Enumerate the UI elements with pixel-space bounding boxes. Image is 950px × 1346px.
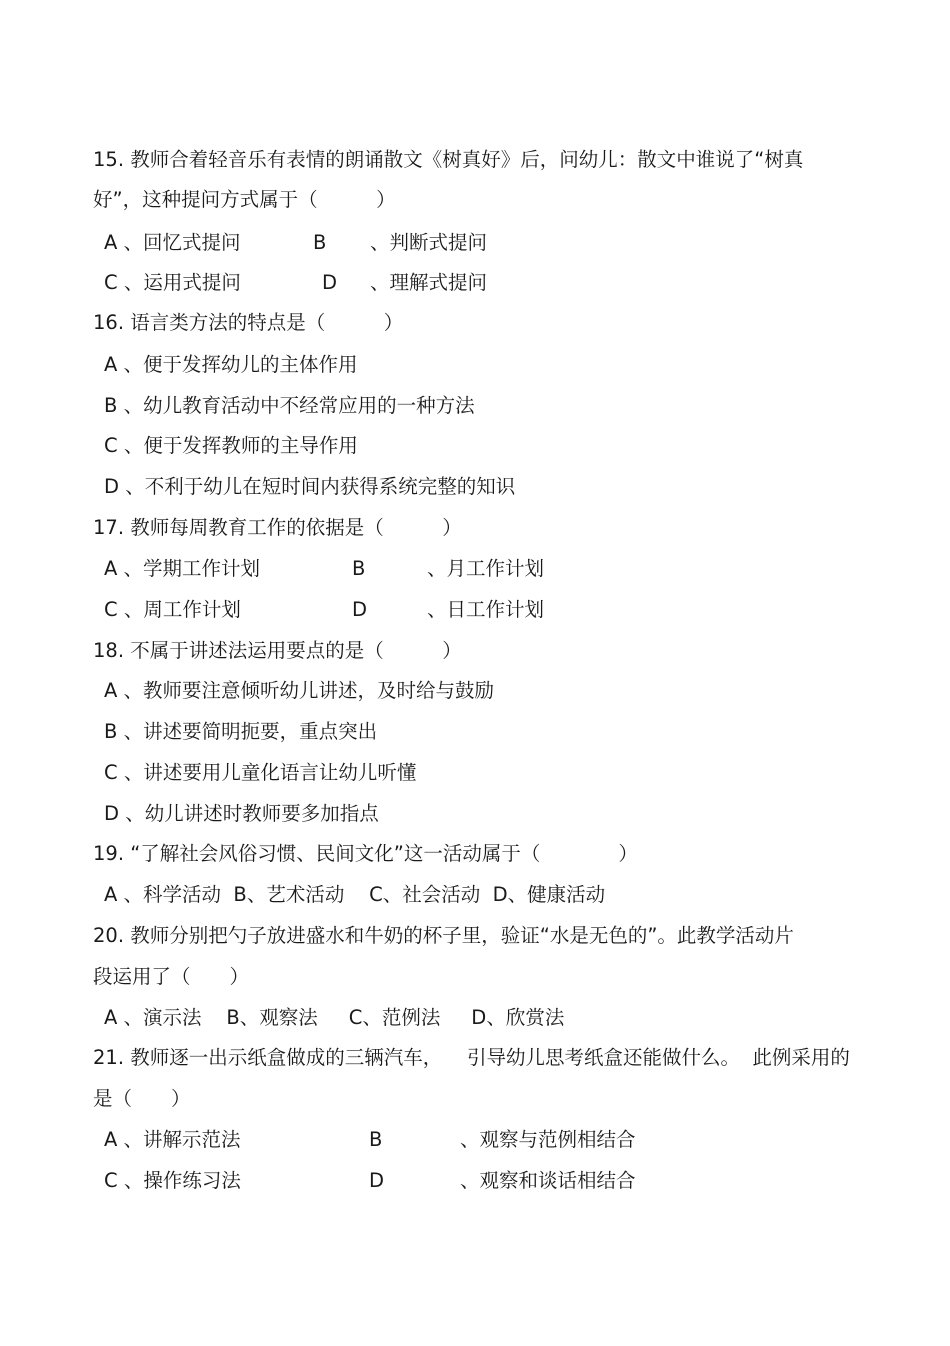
q18-option-d: D 、幼儿讲述时教师要多加指点 (104, 802, 379, 825)
q19-options: A 、科学活动 B、艺术活动 C、社会活动 D、健康活动 (104, 883, 606, 906)
q17-option-a: A 、学期工作计划 (104, 557, 261, 580)
q17-option-b-letter: B (352, 557, 366, 580)
question-17: 17. 教师每周教育工作的依据是（ ） (93, 516, 462, 539)
q17-option-d-text: 、日工作计划 (427, 598, 545, 621)
q20-options: A 、演示法 B、观察法 C、范例法 D、欣赏法 (104, 1006, 565, 1029)
q15-option-b-text: 、判断式提问 (370, 231, 488, 254)
question-19: 19. “了解社会风俗习惯、民间文化”这一活动属于（ ） (93, 842, 638, 865)
question-20-line-1: 20. 教师分别把勺子放进盛水和牛奶的杯子里，验证“水是无色的”。此教学活动片 (93, 924, 794, 947)
q21-option-d-letter: D (369, 1169, 385, 1192)
q16-option-b: B 、幼儿教育活动中不经常应用的一种方法 (104, 394, 475, 417)
question-15-line-1: 15. 教师合着轻音乐有表情的朗诵散文《树真好》后，问幼儿：散文中谁说了“树真 (93, 148, 804, 171)
q21-option-c: C 、操作练习法 (104, 1169, 241, 1192)
q15-option-c: C 、运用式提问 (104, 271, 241, 294)
question-16: 16. 语言类方法的特点是（ ） (93, 311, 404, 334)
q21-option-a: A 、讲解示范法 (104, 1128, 241, 1151)
q21-option-b-letter: B (369, 1128, 383, 1151)
q18-option-b: B 、讲述要简明扼要，重点突出 (104, 720, 378, 743)
q15-option-a: A 、回忆式提问 (104, 231, 241, 254)
question-15-line-2: 好”，这种提问方式属于（ ） (93, 188, 396, 211)
q16-option-a: A 、便于发挥幼儿的主体作用 (104, 353, 358, 376)
q17-option-c: C 、周工作计划 (104, 598, 241, 621)
q21-option-b-text: 、观察与范例相结合 (460, 1128, 636, 1151)
question-21-line-1: 21. 教师逐一出示纸盒做成的三辆汽车， 引导幼儿思考纸盒还能做什么。 此例采用的 (93, 1046, 850, 1069)
q18-option-a: A 、教师要注意倾听幼儿讲述，及时给与鼓励 (104, 679, 495, 702)
q21-option-d-text: 、观察和谈话相结合 (460, 1169, 636, 1192)
q15-option-b-letter: B (313, 231, 327, 254)
q15-option-d-text: 、理解式提问 (370, 271, 488, 294)
q16-option-d: D 、不利于幼儿在短时间内获得系统完整的知识 (104, 475, 516, 498)
question-21-line-2: 是（ ） (93, 1087, 191, 1110)
q15-option-d-letter: D (322, 271, 338, 294)
q17-option-b-text: 、月工作计划 (427, 557, 545, 580)
q17-option-d-letter: D (352, 598, 368, 621)
q18-option-c: C 、讲述要用儿童化语言让幼儿听懂 (104, 761, 417, 784)
question-20-line-2: 段运用了（ ） (93, 965, 250, 988)
question-18: 18. 不属于讲述法运用要点的是（ ） (93, 639, 462, 662)
q16-option-c: C 、便于发挥教师的主导作用 (104, 434, 358, 457)
